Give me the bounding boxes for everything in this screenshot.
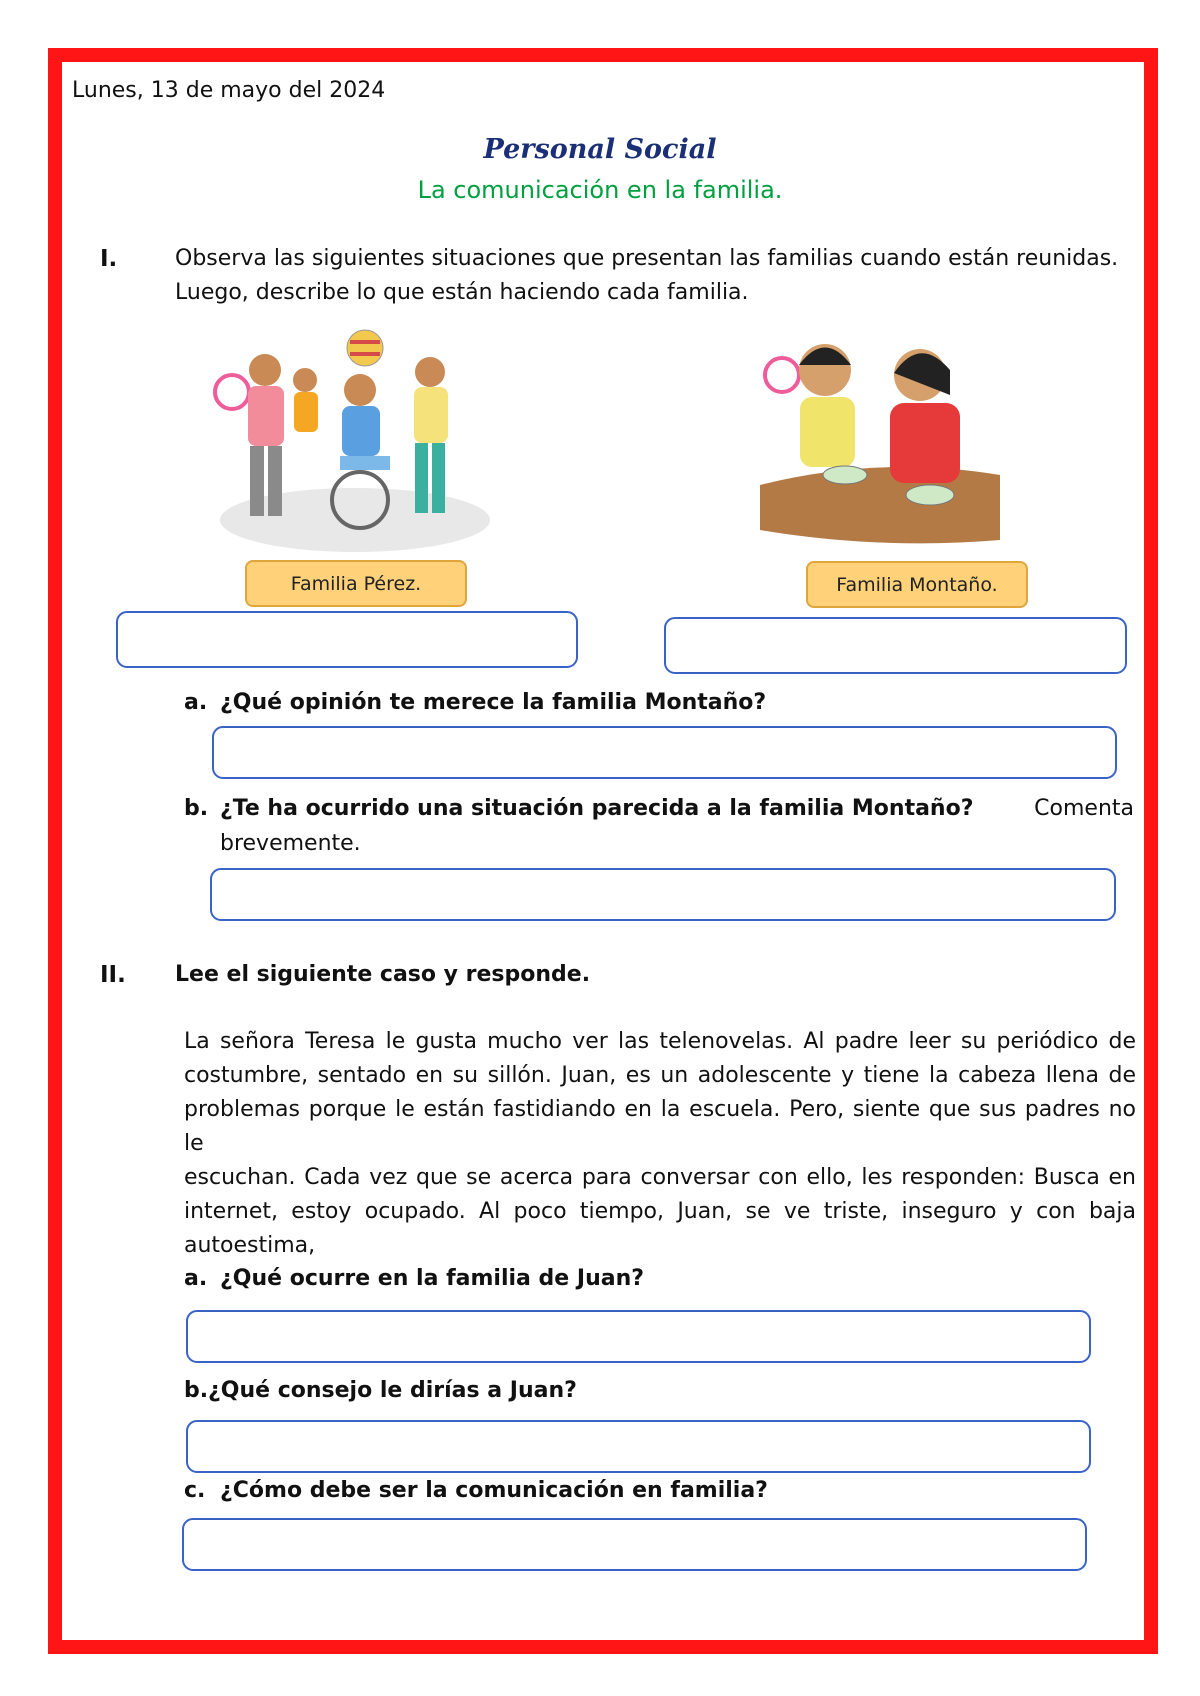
question-2c-letter: c.: [184, 1478, 206, 1503]
family-montano-illustration: [760, 325, 1000, 550]
answer-box-2c[interactable]: [182, 1518, 1087, 1571]
instruction-line-2: Luego, describe lo que están haciendo cada familia.: [175, 280, 749, 305]
story-line: La señora Teresa le gusta mucho ver las telenovelas. Al padre leer su periódico de: [184, 1029, 1136, 1054]
family-perez-label: Familia Pérez.: [245, 560, 467, 607]
question-1b-line2: brevemente.: [220, 831, 361, 856]
question-2a: [184, 1266, 644, 1291]
family-perez-answer-box[interactable]: [116, 611, 578, 668]
section-2-number: II.: [100, 962, 126, 988]
family-montano-label: Familia Montaño.: [806, 561, 1028, 608]
question-2c: [184, 1478, 768, 1503]
question-1b-letter: b.: [184, 796, 209, 821]
page-title: Personal Social: [483, 134, 717, 165]
story-line: autoestima,: [184, 1233, 316, 1258]
question-1a: [184, 690, 766, 715]
question-1a-text: ¿Qué opinión te merece la familia Montaño?: [220, 690, 767, 715]
section-1-number: I.: [100, 246, 118, 272]
question-2a-letter: a.: [184, 1266, 208, 1291]
question-1b-text: ¿Te ha ocurrido una situación parecida a la familia Montaño?: [220, 796, 974, 821]
family-montano-answer-box[interactable]: [664, 617, 1127, 674]
question-1b-extra: Comenta: [1034, 796, 1134, 821]
date: Lunes, 13 de mayo del 2024: [72, 78, 386, 103]
section-2-heading: Lee el siguiente caso y responde.: [175, 962, 591, 987]
instruction-line-1: Observa las siguientes situaciones que presentan las familias cuando están reunidas.: [175, 246, 1119, 271]
story-line: escuchan. Cada vez que se acerca para conversar con ello, les responden: Busca en: [184, 1165, 1136, 1190]
question-2b-letter: b.: [184, 1378, 209, 1403]
page-subtitle: La comunicación en la familia.: [417, 176, 783, 204]
story-line: internet, estoy ocupado. Al poco tiempo, Juan, se ve triste, inseguro y con baja: [184, 1199, 1136, 1224]
story-line: costumbre, sentado en su sillón. Juan, es un adolescente y tiene la cabeza llena de: [184, 1063, 1136, 1088]
question-2c-text: ¿Cómo debe ser la comunicación en familia?: [220, 1478, 768, 1503]
section-1-instruction: [175, 242, 1135, 310]
question-2b: [184, 1378, 577, 1403]
question-1a-letter: a.: [184, 690, 208, 715]
answer-box-2a[interactable]: [186, 1310, 1091, 1363]
family-perez-illustration: [210, 320, 495, 560]
answer-box-1b[interactable]: [210, 868, 1116, 921]
story-paragraph: [184, 1025, 1136, 1263]
question-1b: [184, 791, 1134, 861]
answer-box-2b[interactable]: [186, 1420, 1091, 1473]
story-line: problemas porque le están fastidiando en la escuela. Pero, siente que sus padres no le: [184, 1097, 1136, 1156]
question-2a-text: ¿Qué ocurre en la familia de Juan?: [220, 1266, 645, 1291]
answer-box-1a[interactable]: [212, 726, 1117, 779]
question-2b-text: ¿Qué consejo le dirías a Juan?: [208, 1378, 577, 1403]
